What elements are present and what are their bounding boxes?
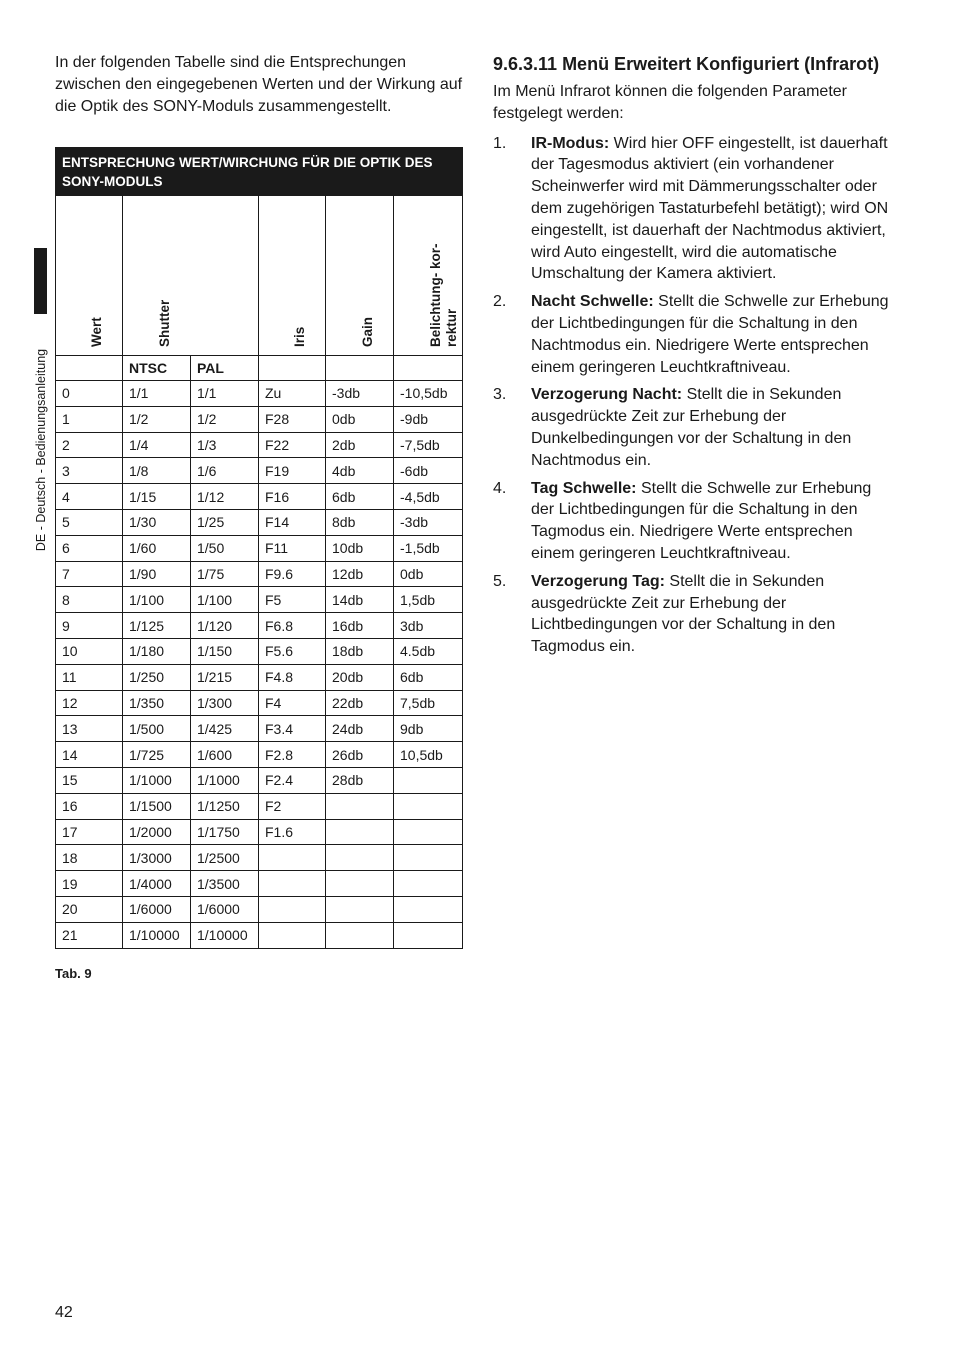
- table-cell: 16: [56, 793, 123, 819]
- table-cell: 20db: [326, 664, 394, 690]
- table-cell: 1/215: [191, 664, 259, 690]
- table-row: [56, 819, 463, 845]
- table-cell: 1/10000: [191, 922, 259, 948]
- table-cell: [326, 845, 394, 871]
- table-cell: -4,5db: [394, 484, 463, 510]
- section-heading: 9.6.3.11 Menü Erweitert Konfiguriert (Infrarot): [493, 54, 880, 74]
- table-cell: -9db: [394, 406, 463, 432]
- page-number: 42: [55, 1304, 73, 1321]
- table-cell: 1,5db: [394, 587, 463, 613]
- table-cell: 24db: [326, 716, 394, 742]
- table-cell: 10db: [326, 535, 394, 561]
- table-row: [56, 896, 463, 922]
- table-title: ENTSPRECHUNG WERT/WIRCHUNG FÜR DIE OPTIK DES SONY-MODULS: [56, 148, 463, 196]
- table-cell: [394, 767, 463, 793]
- item-number: 3.: [493, 386, 507, 404]
- table-cell: [394, 922, 463, 948]
- table-cell: F2.8: [259, 742, 326, 768]
- table-cell: F4.8: [259, 664, 326, 690]
- table-row: [56, 922, 463, 948]
- table-cell: -6db: [394, 458, 463, 484]
- table-row: [56, 716, 463, 742]
- table-cell: 9db: [394, 716, 463, 742]
- item-term: Tag Schwelle:: [531, 479, 637, 497]
- table-cell: [326, 793, 394, 819]
- table-cell: [326, 896, 394, 922]
- table-cell: 0db: [326, 406, 394, 432]
- table-row: [56, 793, 463, 819]
- table-cell: F16: [259, 484, 326, 510]
- table-cell: 13: [56, 716, 123, 742]
- subheader-empty: [56, 356, 123, 381]
- item-number: 1.: [493, 134, 507, 152]
- table-cell: 6db: [394, 664, 463, 690]
- table-cell: 1/2500: [191, 845, 259, 871]
- table-cell: 28db: [326, 767, 394, 793]
- item-term: Nacht Schwelle:: [531, 293, 654, 311]
- table-cell: 1/6: [191, 458, 259, 484]
- table-cell: [394, 793, 463, 819]
- table-cell: 22db: [326, 690, 394, 716]
- item-description: Stellt die Schwelle zur Erhebung der Lichtbedingungen für die Schaltung in den Nachtmodus ein. Niedrigere Werte entsprechen einem geringeren Leuchtkraftniveau.: [531, 293, 889, 376]
- table-cell: 26db: [326, 742, 394, 768]
- parameter-item: [493, 571, 898, 658]
- table-cell: 7: [56, 561, 123, 587]
- table-cell: 14: [56, 742, 123, 768]
- table-row: [56, 484, 463, 510]
- table-cell: 16db: [326, 613, 394, 639]
- table-cell: 1/100: [191, 587, 259, 613]
- table-cell: 21: [56, 922, 123, 948]
- table-cell: 1/1000: [191, 767, 259, 793]
- subheader-empty: [326, 356, 394, 381]
- table-cell: 1/180: [123, 638, 191, 664]
- table-cell: [259, 922, 326, 948]
- table-row: [56, 406, 463, 432]
- header-iris: Iris: [259, 196, 326, 356]
- table-cell: 10: [56, 638, 123, 664]
- table-cell: 1/25: [191, 509, 259, 535]
- table-cell: F2.4: [259, 767, 326, 793]
- table-cell: 8db: [326, 509, 394, 535]
- table-cell: [326, 922, 394, 948]
- table-cell: 14db: [326, 587, 394, 613]
- table-row: [56, 742, 463, 768]
- table-cell: 1/300: [191, 690, 259, 716]
- table-cell: 1/250: [123, 664, 191, 690]
- table-cell: 1/6000: [123, 896, 191, 922]
- parameter-item: [493, 291, 898, 378]
- table-cell: 15: [56, 767, 123, 793]
- table-row: [56, 613, 463, 639]
- table-cell: 1/1: [191, 381, 259, 407]
- item-description: Wird hier OFF eingestellt, ist dauerhaft der Tagesmodus aktiviert (ein vorhandener Scheinwerfer wird mit Dämmerungsschalter oder dem zugehörigen Tastaturbefehl betätigt); wird ON eingestellt, ist dauerhaft der Nachtmodus aktiviert, wird Auto eingestellt, wird die automatische Umschaltung der Kamera aktiviert.: [531, 134, 889, 283]
- table-row: [56, 845, 463, 871]
- item-number: 2.: [493, 293, 507, 311]
- table-cell: [394, 845, 463, 871]
- table-cell: [259, 871, 326, 897]
- table-cell: F4: [259, 690, 326, 716]
- item-description: Stellt die in Sekunden ausgedrückte Zeit zur Erhebung der Dunkelbedingungen vor der Schaltung in den Nachtmodus ein.: [531, 386, 852, 469]
- table-cell: [259, 845, 326, 871]
- table-cell: 1/1: [123, 381, 191, 407]
- table-cell: 1: [56, 406, 123, 432]
- subheader-empty: [394, 356, 463, 381]
- table-cell: 1/120: [191, 613, 259, 639]
- item-number: 5.: [493, 572, 507, 590]
- table-cell: 1/350: [123, 690, 191, 716]
- table-cell: 12: [56, 690, 123, 716]
- table-cell: 6db: [326, 484, 394, 510]
- item-description: Stellt die Schwelle zur Erhebung der Lichtbedingungen für die Schaltung in den Tagmodus ein. Niedrigere Werte entsprechen einem geringeren Leuchtkraftniveau.: [531, 479, 872, 562]
- table-cell: 1/3000: [123, 845, 191, 871]
- table-cell: 1/60: [123, 535, 191, 561]
- item-term: Verzogerung Tag:: [531, 572, 665, 590]
- table-cell: F3.4: [259, 716, 326, 742]
- table-cell: 1/1000: [123, 767, 191, 793]
- table-cell: 4db: [326, 458, 394, 484]
- table-cell: 1/3500: [191, 871, 259, 897]
- table-cell: 5: [56, 509, 123, 535]
- table-cell: 7,5db: [394, 690, 463, 716]
- table-cell: -3db: [326, 381, 394, 407]
- table-cell: 10,5db: [394, 742, 463, 768]
- side-language-label: DE - Deutsch - Bedienungsanleitung: [34, 348, 48, 552]
- table-row: [56, 690, 463, 716]
- table-cell: 1/150: [191, 638, 259, 664]
- table-cell: 12db: [326, 561, 394, 587]
- subheader-pal: PAL: [191, 356, 259, 381]
- table-cell: 1/725: [123, 742, 191, 768]
- table-cell: 1/2: [123, 406, 191, 432]
- table-cell: 4.5db: [394, 638, 463, 664]
- table-cell: 1/2000: [123, 819, 191, 845]
- table-cell: 1/8: [123, 458, 191, 484]
- side-tab-marker: [34, 248, 47, 314]
- table-cell: F11: [259, 535, 326, 561]
- table-cell: [394, 819, 463, 845]
- table-row: [56, 587, 463, 613]
- table-cell: 9: [56, 613, 123, 639]
- table-cell: 1/1750: [191, 819, 259, 845]
- table-cell: 1/30: [123, 509, 191, 535]
- table-cell: 1/4000: [123, 871, 191, 897]
- table-cell: F14: [259, 509, 326, 535]
- table-cell: [394, 871, 463, 897]
- table-cell: -7,5db: [394, 432, 463, 458]
- table-cell: 4: [56, 484, 123, 510]
- intro-paragraph: In der folgenden Tabelle sind die Entsprechungen zwischen den eingegebenen Werten und der Wirkung auf die Optik des SONY-Moduls zusammengestellt.: [55, 54, 463, 115]
- table-row: [56, 638, 463, 664]
- table-cell: 17: [56, 819, 123, 845]
- table-cell: 1/12: [191, 484, 259, 510]
- table-cell: 6: [56, 535, 123, 561]
- table-cell: F5.6: [259, 638, 326, 664]
- infrared-section: [493, 52, 898, 664]
- table-cell: 3db: [394, 613, 463, 639]
- subheader-empty: [259, 356, 326, 381]
- table-cell: 1/1500: [123, 793, 191, 819]
- table-cell: 0db: [394, 561, 463, 587]
- section-intro: Im Menü Infrarot können die folgenden Parameter festgelegt werden:: [493, 83, 847, 122]
- table-cell: 1/125: [123, 613, 191, 639]
- table-cell: -10,5db: [394, 381, 463, 407]
- table-cell: 1/600: [191, 742, 259, 768]
- table-cell: 20: [56, 896, 123, 922]
- table-row: [56, 561, 463, 587]
- table-cell: [394, 896, 463, 922]
- header-belichtung: Belichtung- kor-rektur: [394, 196, 463, 356]
- table-cell: F28: [259, 406, 326, 432]
- table-cell: Zu: [259, 381, 326, 407]
- table-cell: 0: [56, 381, 123, 407]
- table-row: [56, 381, 463, 407]
- header-gain: Gain: [326, 196, 394, 356]
- table-cell: [326, 871, 394, 897]
- table-cell: F9.6: [259, 561, 326, 587]
- table-row: [56, 535, 463, 561]
- table-row: [56, 767, 463, 793]
- table-cell: 2db: [326, 432, 394, 458]
- table-body: [56, 381, 463, 949]
- table-cell: [326, 819, 394, 845]
- table-cell: [259, 896, 326, 922]
- table-cell: 1/15: [123, 484, 191, 510]
- table-row: [56, 432, 463, 458]
- table-cell: 1/3: [191, 432, 259, 458]
- header-shutter: Shutter: [123, 196, 259, 356]
- table-row: [56, 871, 463, 897]
- table-cell: 8: [56, 587, 123, 613]
- table-cell: F1.6: [259, 819, 326, 845]
- table-cell: F2: [259, 793, 326, 819]
- table-cell: F19: [259, 458, 326, 484]
- parameter-item: [493, 478, 898, 565]
- header-wert: Wert: [56, 196, 123, 356]
- table-row: [56, 458, 463, 484]
- item-term: Verzogerung Nacht:: [531, 386, 683, 404]
- table-cell: 1/90: [123, 561, 191, 587]
- table-cell: 1/2: [191, 406, 259, 432]
- table-cell: 18db: [326, 638, 394, 664]
- table-cell: 1/10000: [123, 922, 191, 948]
- optics-table: [55, 147, 463, 949]
- table-cell: 1/75: [191, 561, 259, 587]
- table-cell: 1/4: [123, 432, 191, 458]
- parameter-item: [493, 384, 898, 471]
- table-cell: 1/6000: [191, 896, 259, 922]
- item-description: Stellt die in Sekunden ausgedrückte Zeit zur Erhebung der Lichtbedingungen vor der Schaltung in den Tagmodus ein.: [531, 572, 836, 656]
- table-cell: F22: [259, 432, 326, 458]
- table-row: [56, 664, 463, 690]
- table-cell: 11: [56, 664, 123, 690]
- table-cell: 1/50: [191, 535, 259, 561]
- table-cell: 1/100: [123, 587, 191, 613]
- table-cell: 1/425: [191, 716, 259, 742]
- table-row: [56, 509, 463, 535]
- item-number: 4.: [493, 479, 507, 497]
- table-cell: -1,5db: [394, 535, 463, 561]
- parameter-item: [493, 133, 898, 286]
- table-cell: 1/1250: [191, 793, 259, 819]
- parameter-list: [493, 133, 898, 658]
- table-cell: -3db: [394, 509, 463, 535]
- table-cell: 2: [56, 432, 123, 458]
- table-cell: F6.8: [259, 613, 326, 639]
- table-caption: Tab. 9: [55, 966, 92, 981]
- table-cell: 3: [56, 458, 123, 484]
- table-cell: 1/500: [123, 716, 191, 742]
- table-cell: F5: [259, 587, 326, 613]
- item-term: IR-Modus:: [531, 134, 610, 152]
- table-cell: 18: [56, 845, 123, 871]
- subheader-ntsc: NTSC: [123, 356, 191, 381]
- table-cell: 19: [56, 871, 123, 897]
